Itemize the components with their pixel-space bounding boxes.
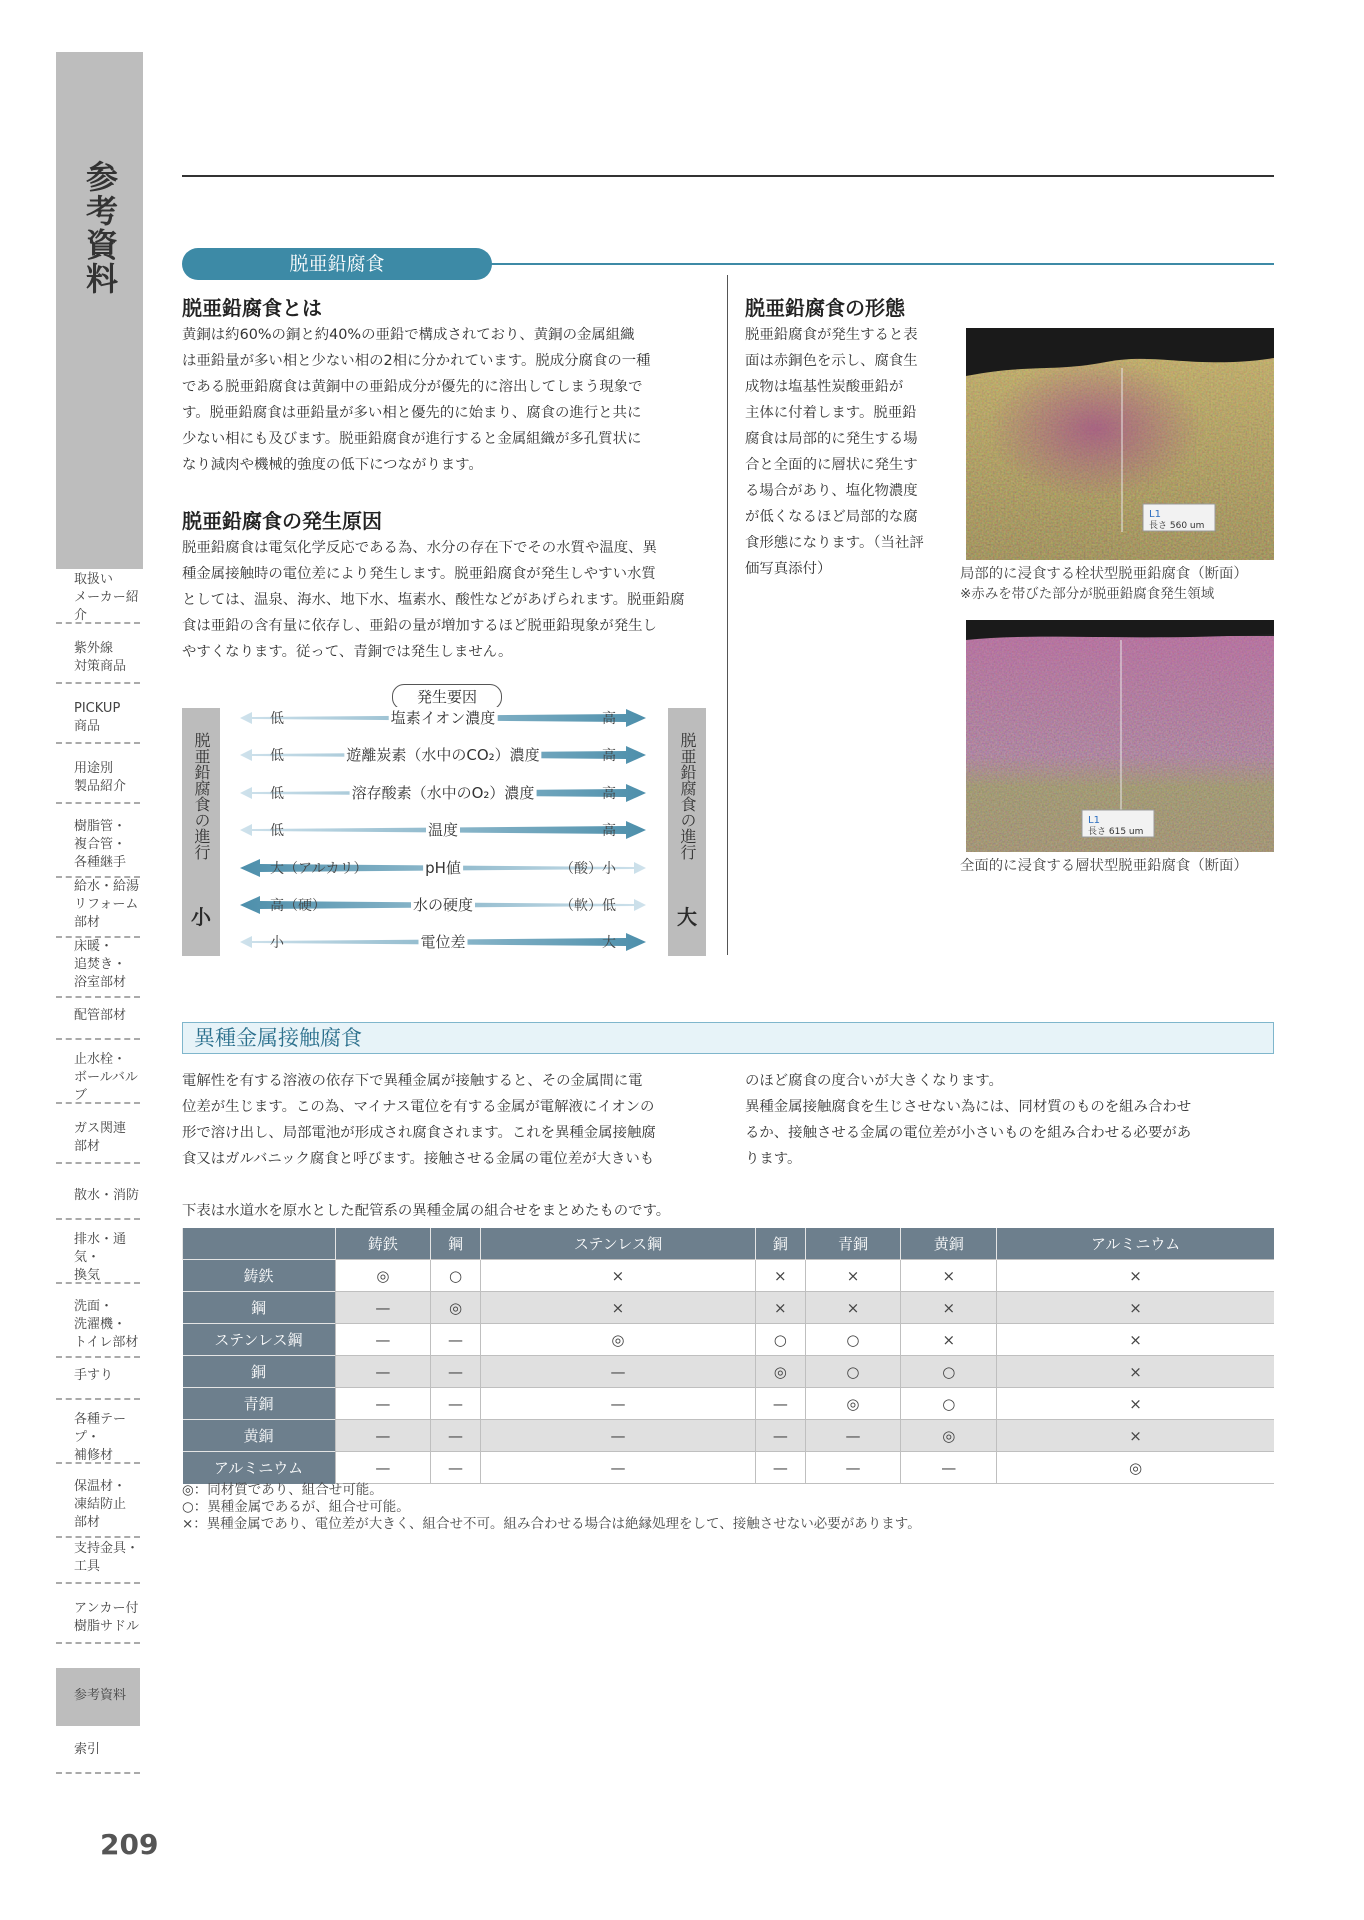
table-cell: —: [335, 1388, 431, 1420]
sidebar-item-label: 洗面・ 洗濯機・ トイレ部材: [74, 1299, 139, 1350]
progress-bar-large: [668, 708, 706, 956]
table-column-header: 黄銅: [901, 1228, 997, 1260]
table-row-header: 銅: [183, 1356, 336, 1388]
page-number: 209: [100, 1828, 159, 1861]
form-line: 面は赤銅色を示し、腐食生: [745, 353, 918, 369]
sidebar-item[interactable]: [56, 574, 140, 624]
sidebar-item[interactable]: [56, 1294, 140, 1358]
table-cell: ×: [997, 1420, 1274, 1452]
table-cell: ◎: [756, 1356, 805, 1388]
progress-size-small: 小: [191, 905, 211, 929]
table-column-header: 青銅: [805, 1228, 901, 1260]
table-cell: —: [335, 1452, 431, 1484]
micrograph-localized: [966, 328, 1274, 560]
sidebar-title: 参考資料: [81, 160, 119, 296]
table-row: [183, 1260, 1275, 1292]
table-cell: ×: [480, 1260, 755, 1292]
legend-line: ×：異種金属であり、電位差が大きく、組合せ不可。組み合わせる場合は絶縁処理をして、接触させない必要があります。: [182, 1516, 921, 1532]
table-legend: [182, 1482, 921, 1533]
table-cell: ◎: [480, 1324, 755, 1356]
photo1-note: ※赤みを帯びた部分が脱亜鉛腐食発生領域: [960, 586, 1215, 602]
table-cell: —: [335, 1420, 431, 1452]
sidebar-item[interactable]: [56, 1234, 140, 1284]
sidebar-item[interactable]: [56, 1594, 140, 1644]
galvanic-left-line: 電解性を有する溶液の依存下で異種金属が接触すると、その金属間に電: [182, 1073, 643, 1089]
table-cell: —: [480, 1356, 755, 1388]
sidebar-item[interactable]: [56, 1054, 140, 1104]
table-cell: ×: [997, 1356, 1274, 1388]
table-cell: —: [431, 1388, 480, 1420]
paragraph-galvanic-right: [745, 1068, 1275, 1172]
table-header-row: [183, 1228, 1275, 1260]
sidebar-item[interactable]: [56, 994, 140, 1040]
sidebar-item[interactable]: [56, 874, 140, 938]
table-row: [183, 1452, 1275, 1484]
sidebar-item-label: 各種テープ・ 補修材: [74, 1412, 127, 1463]
table-cell: —: [756, 1452, 805, 1484]
factor-name: 遊離炭素（水中のCO₂）濃度: [346, 746, 540, 765]
table-cell: ×: [997, 1292, 1274, 1324]
cause-line: やすくなります。従って、青銅では発生しません。: [182, 644, 513, 660]
factor-left-value: 高（硬）: [270, 898, 326, 914]
table-cell: —: [431, 1356, 480, 1388]
table-cell: ×: [997, 1260, 1274, 1292]
sidebar-item-label: 用途別 製品紹介: [74, 761, 127, 794]
table-row-header: 鋳鉄: [183, 1260, 336, 1292]
form-line: 食形態になります。（当社評: [745, 535, 924, 551]
paragraph-what-is: [182, 322, 722, 478]
sidebar-item-label: 手すり: [74, 1368, 114, 1383]
table-cell: ◎: [335, 1260, 431, 1292]
table-cell: ×: [756, 1260, 805, 1292]
what-is-line: なり減肉や機械的強度の低下につながります。: [182, 457, 483, 473]
table-cell: —: [805, 1452, 901, 1484]
sidebar-item-label: 樹脂管・ 複合管・ 各種継手: [74, 819, 127, 870]
factor-left-value: 低: [270, 711, 284, 727]
cause-line: としては、温泉、海水、地下水、塩素水、酸性などがあげられます。脱亜鉛腐: [182, 592, 685, 608]
what-is-line: である脱亜鉛腐食は黄銅中の亜鉛成分が優先的に溶出してしまう現象で: [182, 379, 643, 395]
what-is-line: 少ない相にも及びます。脱亜鉛腐食が進行すると金属組織が多孔質状に: [182, 431, 642, 447]
section-title-rule: [490, 263, 1274, 265]
table-row-header: 青銅: [183, 1388, 336, 1420]
form-line: 成物は塩基性炭酸亜鉛が: [745, 379, 904, 395]
sidebar-item-label: 止水栓・ ボールバルブ: [74, 1052, 138, 1103]
sidebar-item-label: 紫外線 対策商品: [74, 641, 127, 674]
sidebar-item[interactable]: [56, 1534, 140, 1584]
factor-right-value: 高: [602, 711, 616, 727]
factor-left-value: 低: [270, 748, 284, 765]
what-is-line: は亜鉛量が多い相と少ない相の2相に分かれています。脱成分腐食の一種: [182, 353, 651, 369]
table-cell: ◎: [805, 1388, 901, 1420]
table-cell: ○: [431, 1260, 480, 1292]
table-cell: ○: [805, 1324, 901, 1356]
sidebar-item-label: 取扱い メーカー紹介: [74, 572, 139, 623]
table-cell: ×: [901, 1260, 997, 1292]
table-cell: —: [431, 1452, 480, 1484]
table-cell: ×: [805, 1292, 901, 1324]
table-cell: —: [756, 1420, 805, 1452]
table-row: [183, 1388, 1275, 1420]
legend-line: ◎：同材質であり、組合せ可能。: [182, 1482, 383, 1498]
form-line: 価写真添付）: [745, 561, 832, 577]
photo2-tag: L1: [1088, 815, 1100, 826]
metal-combination-table: [182, 1228, 1274, 1484]
galvanic-left-line: 食又はガルバニック腐食と呼びます。接触させる金属の電位差が大きいも: [182, 1151, 655, 1167]
heading-forms: 脱亜鉛腐食の形態: [745, 296, 905, 320]
sidebar-item[interactable]: [56, 1728, 140, 1774]
table-column-header: 銅: [756, 1228, 805, 1260]
galvanic-right-line: ります。: [745, 1151, 802, 1167]
table-cell: ×: [997, 1324, 1274, 1356]
table-cell: —: [335, 1292, 431, 1324]
table-cell: —: [480, 1452, 755, 1484]
table-cell: —: [756, 1388, 805, 1420]
factor-name: 水の硬度: [412, 896, 474, 914]
table-cell: —: [901, 1452, 997, 1484]
form-line: 腐食は局部的に発生する場: [745, 431, 918, 447]
factor-left-value: 低: [270, 785, 284, 802]
heading-causes: 脱亜鉛腐食の発生原因: [182, 509, 382, 533]
sidebar-item[interactable]: [56, 754, 140, 804]
factor-right-value: 高: [602, 823, 616, 840]
table-cell: —: [480, 1420, 755, 1452]
header-rule: [182, 175, 1274, 177]
table-cell: —: [805, 1420, 901, 1452]
sidebar-item-label: 参考資料: [74, 1688, 127, 1703]
progress-bar-small: [182, 708, 220, 956]
sidebar-item-label: アンカー付 樹脂サドル: [74, 1601, 140, 1634]
table-cell: ○: [901, 1388, 997, 1420]
sidebar-item[interactable]: [56, 1354, 140, 1400]
heading-what-is: 脱亜鉛腐食とは: [182, 296, 322, 320]
table-row-header: ステンレス鋼: [183, 1324, 336, 1356]
table-cell: ○: [756, 1324, 805, 1356]
progress-label-left: 脱亜鉛腐食の進行: [192, 732, 211, 860]
factor-right-value: （酸）小: [560, 860, 616, 877]
factor-right-value: 大: [602, 935, 616, 952]
sidebar-item[interactable]: [56, 1474, 140, 1538]
table-cell: ×: [901, 1324, 997, 1356]
factor-label: 発生要因: [392, 684, 502, 710]
table-cell: —: [335, 1324, 431, 1356]
table-body: [183, 1260, 1275, 1484]
sidebar-item-label: 排水・通気・ 換気: [74, 1232, 127, 1283]
sidebar-item[interactable]: [56, 934, 140, 998]
form-line: る場合があり、塩化物濃度: [745, 483, 918, 499]
table-cell: ◎: [997, 1452, 1274, 1484]
sidebar-item-label: 保温材・ 凍結防止 部材: [74, 1479, 127, 1530]
micrograph-layered: [966, 620, 1274, 852]
galvanic-left-line: 形で溶け出し、局部電池が形成され腐食されます。これを異種金属接触腐: [182, 1125, 656, 1141]
section-title-galvanic: 異種金属接触腐食: [194, 1026, 362, 1050]
table-cell: ×: [805, 1260, 901, 1292]
what-is-line: 黄銅は約60%の銅と約40%の亜鉛で構成されており、黄銅の金属組織: [182, 327, 635, 343]
table-cell: ◎: [431, 1292, 480, 1324]
factor-right-value: 高: [602, 748, 616, 765]
photo1-caption: 局部的に浸食する栓状型脱亜鉛腐食（断面）: [960, 566, 1248, 582]
table-row: [183, 1292, 1275, 1324]
paragraph-forms: [745, 322, 950, 582]
table-cell: —: [431, 1420, 480, 1452]
factor-left-value: 小: [270, 935, 284, 952]
photo2-caption: 全面的に浸食する層状型脱亜鉛腐食（断面）: [960, 858, 1248, 874]
table-cell: —: [431, 1324, 480, 1356]
paragraph-galvanic-left: [182, 1068, 722, 1172]
sidebar-item[interactable]: [56, 694, 140, 744]
sidebar-item[interactable]: [56, 634, 140, 684]
galvanic-right-line: のほど腐食の度合いが大きくなります。: [745, 1073, 1003, 1089]
sidebar-item[interactable]: [56, 1114, 140, 1164]
section-title-dezincification: 脱亜鉛腐食: [182, 248, 492, 280]
table-column-header: 鋼: [431, 1228, 480, 1260]
factor-right-value: （軟）低: [560, 898, 616, 914]
sidebar-item[interactable]: [56, 814, 140, 878]
table-row: [183, 1324, 1275, 1356]
sidebar-item-label: 支持金具・ 工具: [74, 1541, 140, 1574]
paragraph-causes: [182, 535, 722, 665]
factor-name: 塩素イオン濃度: [390, 709, 496, 727]
table-cell: ◎: [901, 1420, 997, 1452]
form-line: が低くなるほど局部的な腐: [745, 509, 918, 525]
sidebar-item-label: 床暖・ 追焚き・ 浴室部材: [74, 939, 127, 990]
table-row: [183, 1356, 1275, 1388]
sidebar-item[interactable]: [56, 1174, 140, 1220]
factor-left-value: 低: [270, 823, 284, 840]
sidebar-item-label: PICKUP 商品: [74, 701, 121, 734]
factor-name: 温度: [427, 821, 459, 840]
table-row-header: アルミニウム: [183, 1452, 336, 1484]
table-cell: ○: [805, 1356, 901, 1388]
cause-line: 脱亜鉛腐食は電気化学反応である為、水分の存在下でその水質や温度、異: [182, 540, 657, 556]
legend-line: ○：異種金属であるが、組合せ可能。: [182, 1499, 410, 1515]
column-divider: [727, 275, 728, 955]
table-cell: ×: [997, 1388, 1274, 1420]
table-column-header: ステンレス鋼: [480, 1228, 755, 1260]
factor-name: pH値: [425, 858, 461, 877]
table-cell: ×: [756, 1292, 805, 1324]
table-cell: ×: [901, 1292, 997, 1324]
table-cell: —: [335, 1356, 431, 1388]
cause-line: 種金属接触時の電位差により発生します。脱亜鉛腐食が発生しやすい水質: [182, 566, 656, 582]
factor-name: 電位差: [420, 933, 466, 952]
form-line: 合と全面的に層状に発生す: [745, 457, 918, 473]
table-intro: 下表は水道水を原水とした配管系の異種金属の組合せをまとめたものです。: [182, 1203, 671, 1219]
progress-label-right: 脱亜鉛腐食の進行: [678, 732, 697, 860]
sidebar-item-label: 索引: [74, 1742, 101, 1757]
table-row-header: 黄銅: [183, 1420, 336, 1452]
sidebar-tab: [56, 52, 143, 569]
table-row-header: 鋼: [183, 1292, 336, 1324]
table-cell: —: [480, 1388, 755, 1420]
form-line: 主体に付着します。脱亜鉛: [745, 405, 917, 421]
form-line: 脱亜鉛腐食が発生すると表: [745, 327, 918, 343]
table-cell: ○: [901, 1356, 997, 1388]
photo1-length: 長さ 560 um: [1149, 521, 1205, 531]
galvanic-right-line: るか、接触させる金属の電位差が小さいものを組み合わせる必要があ: [745, 1125, 1192, 1141]
photo1-tag: L1: [1149, 509, 1161, 520]
sidebar-item-label: 散水・消防: [74, 1188, 140, 1203]
what-is-line: す。脱亜鉛腐食は亜鉛量が多い相と優先的に始まり、腐食の進行と共に: [182, 405, 642, 421]
table-cell: ×: [480, 1292, 755, 1324]
sidebar-item-label: ガス関連 部材: [74, 1121, 127, 1154]
factor-right-value: 高: [602, 785, 616, 802]
table-column-header: 鋳鉄: [335, 1228, 431, 1260]
table-column-header: アルミニウム: [997, 1228, 1274, 1260]
sidebar-item[interactable]: [56, 1668, 140, 1726]
galvanic-right-line: 異種金属接触腐食を生じさせない為には、同材質のものを組み合わせ: [745, 1099, 1192, 1115]
cause-line: 食は亜鉛の含有量に依存し、亜鉛の量が増加するほど脱亜鉛現象が発生し: [182, 618, 657, 634]
progress-size-large: 大: [677, 905, 697, 929]
factor-name: 溶存酸素（水中のO₂）濃度: [351, 783, 535, 802]
table-row: [183, 1420, 1275, 1452]
sidebar-item[interactable]: [56, 1414, 140, 1464]
photo2-length: 長さ 615 um: [1088, 827, 1144, 837]
galvanic-left-line: 位差が生じます。この為、マイナス電位を有する金属が電解液にイオンの: [182, 1099, 655, 1115]
factor-left-value: 大（アルカリ）: [270, 860, 368, 877]
sidebar-item-label: 給水・給湯 リフォーム 部材: [74, 879, 140, 930]
sidebar-item-label: 配管部材: [74, 1008, 127, 1023]
table-corner-cell: [183, 1228, 336, 1260]
